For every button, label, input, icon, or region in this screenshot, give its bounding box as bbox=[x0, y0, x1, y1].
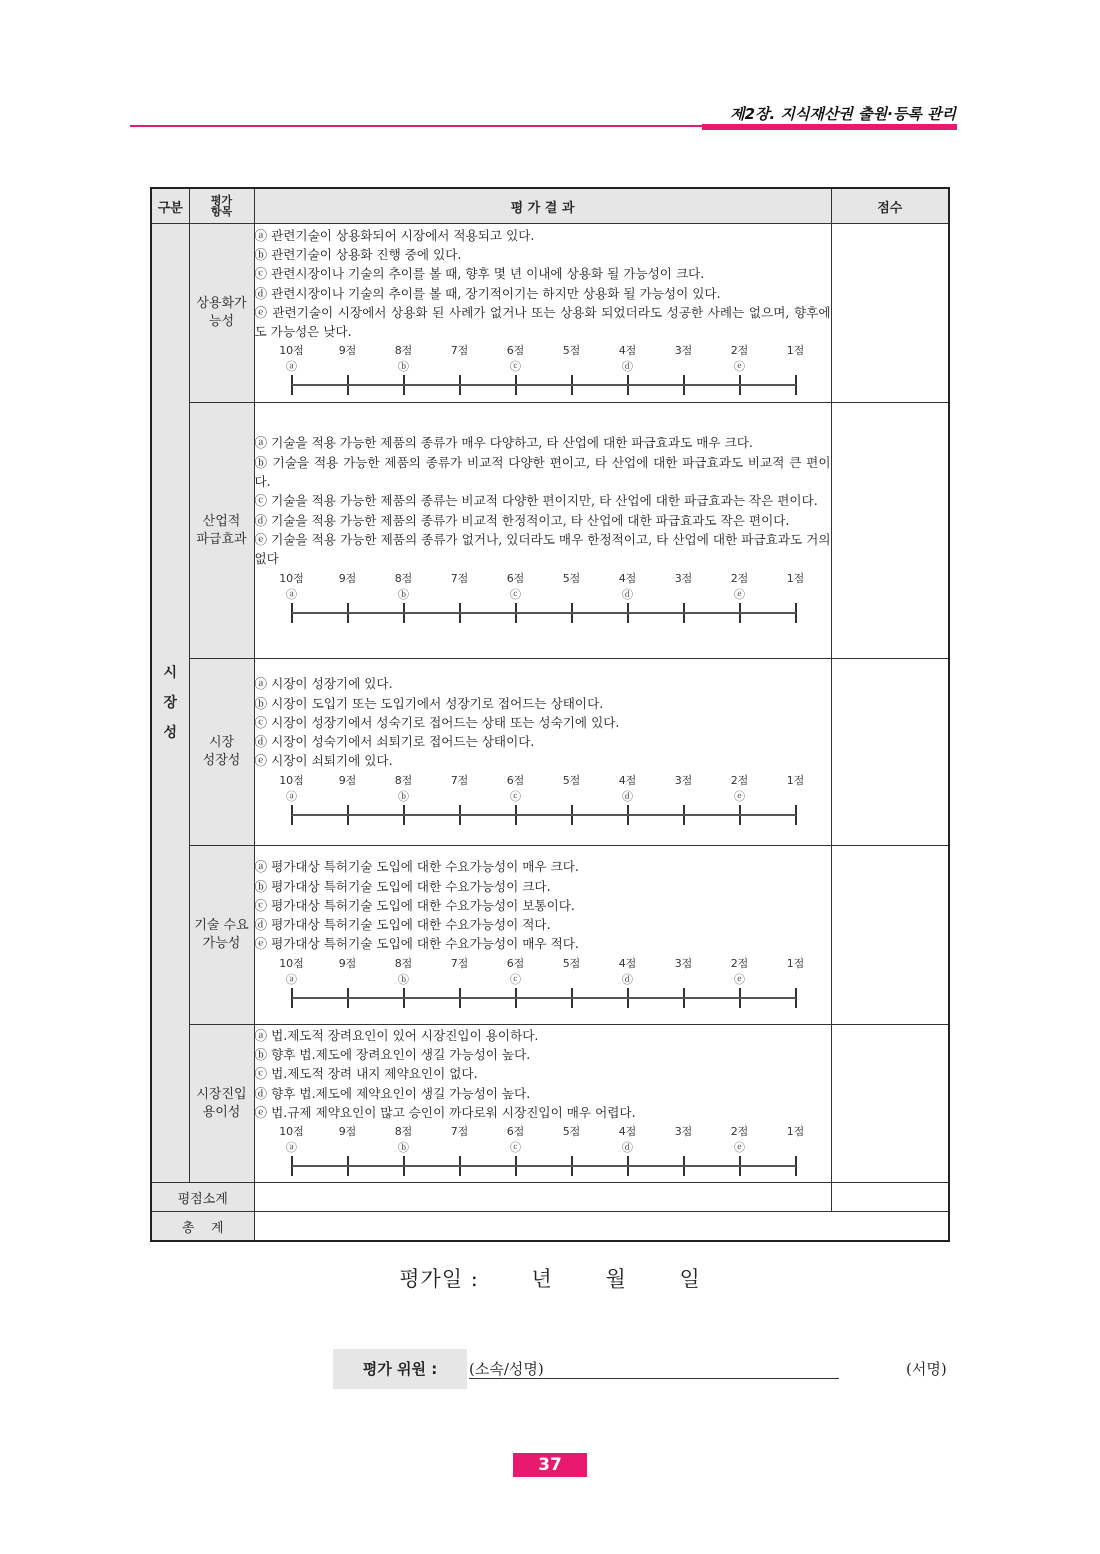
result-cell bbox=[254, 1025, 831, 1183]
scale-grade-letter: ⓓ bbox=[622, 360, 633, 374]
scale-grade-letter: ⓐ bbox=[286, 1141, 297, 1155]
scale-point-label: 1점 bbox=[786, 773, 805, 787]
scale-point-label: 2점 bbox=[730, 1125, 749, 1139]
rating-scale bbox=[255, 342, 831, 400]
scale-point-label: 8점 bbox=[394, 773, 413, 787]
scale-point-label: 4점 bbox=[618, 344, 637, 358]
option-text: ⓐ 관련기술이 상용화되어 시장에서 적용되고 있다. bbox=[254, 227, 535, 243]
option-text: ⓒ 시장이 성장기에서 성숙기로 접어드는 상태 또는 성숙기에 있다. bbox=[254, 714, 620, 730]
option-text: ⓐ 시장이 성장기에 있다. bbox=[254, 676, 393, 692]
header-category: 구분 bbox=[151, 188, 189, 224]
scale-point-label: 4점 bbox=[618, 1125, 637, 1139]
scale-point-label: 3점 bbox=[674, 571, 693, 585]
scale-point-label: 5점 bbox=[562, 571, 581, 585]
scale-axis bbox=[292, 612, 796, 614]
subtotal-row bbox=[151, 1183, 949, 1212]
scale-grade-letter: ⓔ bbox=[734, 1141, 745, 1155]
option-text: ⓓ 평가대상 특허기술 도입에 대한 수요가능성이 적다. bbox=[254, 917, 551, 933]
result-cell bbox=[254, 659, 831, 846]
item-cell bbox=[189, 403, 254, 659]
scale-grade-letter: ⓑ bbox=[398, 1141, 409, 1155]
result-cell bbox=[254, 846, 831, 1025]
scale-point-label: 10점 bbox=[279, 1125, 304, 1139]
scale-grade-letter: ⓓ bbox=[622, 587, 633, 601]
scale-point-label: 6점 bbox=[506, 1125, 525, 1139]
total-row bbox=[151, 1212, 949, 1242]
scale-point-label: 6점 bbox=[506, 344, 525, 358]
chapter-title: 제2장. 지식재산권 출원·등록 관리 bbox=[730, 105, 956, 123]
subtotal-score-cell[interactable] bbox=[831, 1183, 949, 1212]
scale-grade-letter: ⓒ bbox=[510, 972, 521, 986]
option-text: ⓔ 관련기술이 시장에서 상용화 된 사례가 없거나 또는 상용화 되었더라도 성공한 사례는 없으며, 향후에도 가능성은 낮다. bbox=[254, 304, 831, 340]
scale-grade-letter: ⓔ bbox=[734, 360, 745, 374]
option-text: ⓐ 평가대상 특허기술 도입에 대한 수요가능성이 매우 크다. bbox=[254, 859, 579, 875]
rating-scale bbox=[255, 570, 831, 628]
item-cell bbox=[189, 659, 254, 846]
scale-point-label: 4점 bbox=[618, 956, 637, 970]
item-cell bbox=[189, 224, 254, 403]
scale-grade-letter: ⓑ bbox=[398, 587, 409, 601]
date-year[interactable]: 년 bbox=[531, 1267, 553, 1291]
scale-point-label: 5점 bbox=[562, 956, 581, 970]
page-number: 37 bbox=[513, 1453, 587, 1477]
scale-grade-letter: ⓐ bbox=[286, 360, 297, 374]
scale-point-label: 9점 bbox=[338, 571, 357, 585]
item-label: 시장 성장성 bbox=[202, 735, 241, 768]
rating-scale bbox=[255, 955, 831, 1013]
scale-grade-letter: ⓐ bbox=[286, 972, 297, 986]
scale-point-label: 6점 bbox=[506, 571, 525, 585]
scale-grade-letter: ⓓ bbox=[622, 789, 633, 803]
total-label-text: 총 계 bbox=[181, 1220, 224, 1236]
total-value-cell[interactable] bbox=[254, 1212, 949, 1242]
option-text: ⓒ 법.제도적 장려 내지 제약요인이 없다. bbox=[254, 1066, 478, 1082]
score-input-cell[interactable] bbox=[831, 1025, 949, 1183]
table-row bbox=[151, 846, 949, 1025]
result-cell bbox=[254, 224, 831, 403]
scale-grade-letter: ⓓ bbox=[622, 1141, 633, 1155]
scale-grade-letter: ⓒ bbox=[510, 789, 521, 803]
scale-point-label: 7점 bbox=[450, 1125, 469, 1139]
scale-axis bbox=[292, 1165, 796, 1167]
option-text: ⓑ 기술을 적용 가능한 제품의 종류가 비교적 다양한 편이고, 타 산업에 대한 파급효과도 비교적 큰 편이다. bbox=[254, 454, 831, 490]
scale-point-label: 5점 bbox=[562, 344, 581, 358]
item-label: 산업적 파급효과 bbox=[196, 513, 247, 547]
scale-grade-letter: ⓒ bbox=[510, 360, 521, 374]
scale-grade-letter: ⓓ bbox=[622, 972, 633, 986]
score-input-cell[interactable] bbox=[831, 846, 949, 1025]
score-input-cell[interactable] bbox=[831, 403, 949, 659]
signature-mark[interactable]: (서명) bbox=[906, 1360, 947, 1378]
evaluator-label: 평가 위원 : bbox=[333, 1349, 467, 1389]
rating-scale bbox=[255, 1123, 831, 1181]
option-text: ⓔ 시장이 쇠퇴기에 있다. bbox=[254, 753, 393, 769]
subtotal-result-cell[interactable] bbox=[254, 1183, 831, 1212]
item-label: 시장진입 용이성 bbox=[196, 1086, 247, 1120]
scale-point-label: 6점 bbox=[506, 956, 525, 970]
header-score: 점수 bbox=[831, 188, 949, 224]
scale-point-label: 3점 bbox=[674, 1125, 693, 1139]
item-label: 상용화가 능성 bbox=[196, 296, 247, 329]
header-result: 평 가 결 과 bbox=[254, 188, 831, 224]
evaluator-name-field[interactable]: (소속/성명) bbox=[469, 1358, 839, 1379]
scale-point-label: 8점 bbox=[394, 571, 413, 585]
scale-axis bbox=[292, 384, 796, 386]
item-cell bbox=[189, 846, 254, 1025]
score-input-cell[interactable] bbox=[831, 659, 949, 846]
total-label bbox=[151, 1212, 254, 1242]
option-text: ⓐ 법.제도적 장려요인이 있어 시장진입이 용이하다. bbox=[254, 1027, 539, 1043]
subtotal-label: 평점소계 bbox=[151, 1183, 254, 1212]
scale-point-label: 7점 bbox=[450, 956, 469, 970]
scale-point-label: 1점 bbox=[786, 956, 805, 970]
scale-grade-letter: ⓐ bbox=[286, 789, 297, 803]
scale-grade-letter: ⓑ bbox=[398, 360, 409, 374]
scale-point-label: 7점 bbox=[450, 344, 469, 358]
score-input-cell[interactable] bbox=[831, 224, 949, 403]
scale-point-label: 8점 bbox=[394, 1125, 413, 1139]
scale-grade-letter: ⓔ bbox=[734, 972, 745, 986]
date-day[interactable]: 일 bbox=[679, 1267, 701, 1291]
table-row bbox=[151, 403, 949, 659]
result-cell bbox=[254, 403, 831, 659]
table-header-row bbox=[151, 188, 949, 224]
header-accent-bar bbox=[702, 124, 957, 130]
scale-grade-letter: ⓐ bbox=[286, 587, 297, 601]
scale-point-label: 1점 bbox=[786, 571, 805, 585]
option-text: ⓑ 평가대상 특허기술 도입에 대한 수요가능성이 크다. bbox=[254, 878, 551, 894]
category-label: 시 장 성 bbox=[163, 665, 178, 741]
category-cell bbox=[151, 224, 189, 1183]
scale-point-label: 4점 bbox=[618, 773, 637, 787]
scale-point-label: 3점 bbox=[674, 344, 693, 358]
scale-point-label: 10점 bbox=[279, 344, 304, 358]
option-text: ⓑ 시장이 도입기 또는 도입기에서 성장기로 접어드는 상태이다. bbox=[254, 695, 604, 711]
option-text: ⓒ 기술을 적용 가능한 제품의 종류는 비교적 다양한 편이지만, 타 산업에 대한 파급효과는 작은 편이다. bbox=[254, 493, 818, 509]
evaluation-table bbox=[150, 187, 950, 1242]
option-text: ⓓ 기술을 적용 가능한 제품의 종류가 비교적 한정적이고, 타 산업에 대한 파급효과도 작은 편이다. bbox=[254, 512, 790, 528]
scale-point-label: 3점 bbox=[674, 773, 693, 787]
scale-point-label: 10점 bbox=[279, 773, 304, 787]
scale-point-label: 7점 bbox=[450, 571, 469, 585]
scale-point-label: 2점 bbox=[730, 571, 749, 585]
item-label: 기술 수요 가능성 bbox=[194, 918, 249, 951]
header-item bbox=[189, 188, 254, 224]
scale-axis bbox=[292, 997, 796, 999]
item-cell bbox=[189, 1025, 254, 1183]
option-text: ⓔ 기술을 적용 가능한 제품의 종류가 없거나, 있더라도 매우 한정적이고, 타 산업에 대한 파급효과도 거의 없다 bbox=[254, 531, 831, 567]
scale-point-label: 5점 bbox=[562, 1125, 581, 1139]
scale-point-label: 9점 bbox=[338, 344, 357, 358]
scale-point-label: 7점 bbox=[450, 773, 469, 787]
scale-point-label: 9점 bbox=[338, 956, 357, 970]
scale-point-label: 2점 bbox=[730, 773, 749, 787]
scale-point-label: 5점 bbox=[562, 773, 581, 787]
scale-point-label: 10점 bbox=[279, 956, 304, 970]
scale-point-label: 2점 bbox=[730, 956, 749, 970]
option-text: ⓓ 관련시장이나 기술의 추이를 볼 때, 장기적이기는 하지만 상용화 될 가능성이 있다. bbox=[254, 285, 721, 301]
scale-point-label: 1점 bbox=[786, 1125, 805, 1139]
scale-point-label: 10점 bbox=[279, 571, 304, 585]
option-text: ⓔ 법.규제 제약요인이 많고 승인이 까다로워 시장진입이 매우 어렵다. bbox=[254, 1104, 636, 1120]
option-text: ⓑ 관련기술이 상용화 진행 중에 있다. bbox=[254, 246, 462, 262]
rating-scale bbox=[255, 772, 831, 830]
scale-grade-letter: ⓔ bbox=[734, 789, 745, 803]
scale-grade-letter: ⓒ bbox=[510, 1141, 521, 1155]
table-row bbox=[151, 1025, 949, 1183]
scale-grade-letter: ⓒ bbox=[510, 587, 521, 601]
scale-point-label: 1점 bbox=[786, 344, 805, 358]
scale-point-label: 3점 bbox=[674, 956, 693, 970]
option-text: ⓒ 평가대상 특허기술 도입에 대한 수요가능성이 보통이다. bbox=[254, 897, 575, 913]
date-month[interactable]: 월 bbox=[605, 1267, 627, 1291]
scale-point-label: 8점 bbox=[394, 344, 413, 358]
option-text: ⓓ 향후 법.제도에 제약요인이 생길 가능성이 높다. bbox=[254, 1085, 531, 1101]
option-text: ⓔ 평가대상 특허기술 도입에 대한 수요가능성이 매우 적다. bbox=[254, 936, 579, 952]
scale-axis bbox=[292, 814, 796, 816]
date-label: 평가일 : bbox=[399, 1267, 479, 1291]
scale-grade-letter: ⓔ bbox=[734, 587, 745, 601]
scale-grade-letter: ⓑ bbox=[398, 789, 409, 803]
option-text: ⓒ 관련시장이나 기술의 추이를 볼 때, 향후 몇 년 이내에 상용화 될 가능성이 크다. bbox=[254, 266, 705, 282]
scale-point-label: 2점 bbox=[730, 344, 749, 358]
scale-point-label: 6점 bbox=[506, 773, 525, 787]
evaluation-date bbox=[0, 1263, 1100, 1293]
option-text: ⓐ 기술을 적용 가능한 제품의 종류가 매우 다양하고, 타 산업에 대한 파급효과도 매우 크다. bbox=[254, 435, 753, 451]
scale-point-label: 4점 bbox=[618, 571, 637, 585]
table-row bbox=[151, 659, 949, 846]
scale-point-label: 9점 bbox=[338, 1125, 357, 1139]
option-text: ⓑ 향후 법.제도에 장려요인이 생길 가능성이 높다. bbox=[254, 1047, 531, 1063]
scale-point-label: 8점 bbox=[394, 956, 413, 970]
table-row bbox=[151, 224, 949, 403]
option-text: ⓓ 시장이 성숙기에서 쇠퇴기로 접어드는 상태이다. bbox=[254, 734, 535, 750]
scale-point-label: 9점 bbox=[338, 773, 357, 787]
scale-grade-letter: ⓑ bbox=[398, 972, 409, 986]
header-item-label: 평가 항목 bbox=[210, 194, 233, 218]
